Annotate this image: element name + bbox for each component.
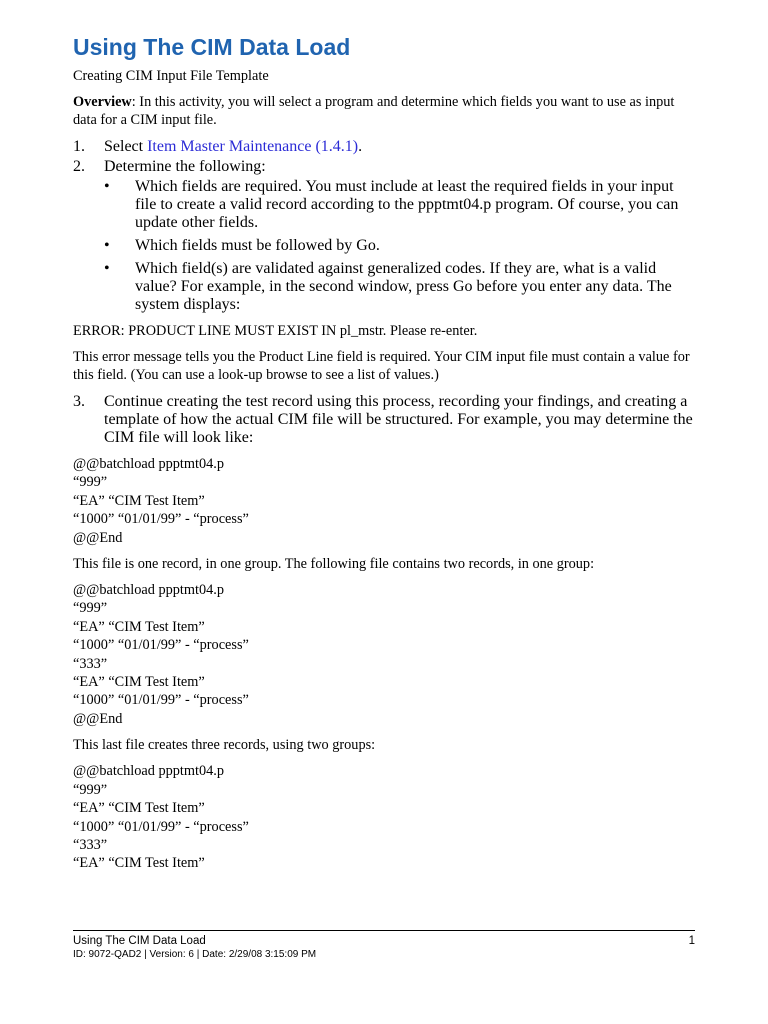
code-line: “EA” “CIM Test Item” [73, 618, 205, 635]
step-2-text: Determine the following: [104, 158, 266, 175]
footer-meta: ID: 9072-QAD2 | Version: 6 | Date: 2/29/08 3:15:09 PM [73, 949, 317, 960]
code-line: “1000” “01/01/99” - “process” [73, 637, 249, 654]
step-1-prefix: Select [104, 138, 148, 155]
bullet-icon: • [104, 237, 110, 254]
step-number: 3. [73, 393, 85, 410]
footer-title: Using The CIM Data Load [73, 935, 206, 947]
error-explanation: This error message tells you the Product Line field is required. Your CIM input file must contain a value for this field. (You can use a look-up browse to see a list of values.) [73, 349, 690, 383]
list-item [73, 178, 695, 232]
code-line: @@batchload ppptmt04.p [73, 763, 225, 780]
code-explanation-1: This file is one record, in one group. The following file contains two records, in one group: [73, 556, 595, 573]
step-1 [73, 138, 695, 156]
bullet-icon: • [104, 178, 110, 195]
code-block-1 [73, 455, 695, 547]
code-line: “1000” “01/01/99” - “process” [73, 818, 249, 835]
list-item [73, 237, 695, 255]
code-block-3 [73, 762, 695, 872]
code-line: “999” [73, 781, 108, 798]
page-number: 1 [688, 935, 695, 947]
step-1-suffix: . [358, 138, 363, 155]
step-2 [73, 158, 695, 176]
code-line: “1000” “01/01/99” - “process” [73, 692, 249, 709]
code-line: @@End [73, 529, 123, 546]
overview-paragraph [73, 93, 695, 129]
code-line: @@batchload ppptmt04.p [73, 582, 225, 599]
step-number: 1. [73, 138, 85, 155]
code-line: “999” [73, 600, 108, 617]
bullet-text: Which field(s) are validated against generalized codes. If they are, what is a valid value? For example, in the second window, press Go before you enter any data. The system displays: [135, 260, 672, 313]
page-title: Using The CIM Data Load [73, 34, 351, 60]
code-line: “1000” “01/01/99” - “process” [73, 511, 249, 528]
code-line: @@End [73, 710, 123, 727]
step-3-text: Continue creating the test record using this process, recording your findings, and creating a template of how the actual CIM file will be structured. For example, you may determine the CIM file will look like: [104, 393, 693, 446]
code-block-2 [73, 581, 695, 728]
item-master-maintenance-link[interactable]: Item Master Maintenance (1.4.1) [147, 138, 359, 155]
code-line: “333” [73, 655, 108, 672]
code-explanation-2: This last file creates three records, using two groups: [73, 737, 376, 754]
overview-label: Overview [73, 94, 132, 110]
code-line: “333” [73, 836, 108, 853]
page-footer [73, 930, 695, 961]
bullet-icon: • [104, 260, 110, 277]
page-subtitle: Creating CIM Input File Template [73, 68, 269, 84]
requirements-list [73, 178, 695, 314]
step-3 [73, 393, 695, 447]
code-line: “EA” “CIM Test Item” [73, 800, 205, 817]
bullet-text: Which fields must be followed by Go. [135, 237, 380, 254]
list-item [73, 260, 695, 314]
code-line: “EA” “CIM Test Item” [73, 674, 205, 691]
step-number: 2. [73, 158, 85, 175]
code-line: “EA” “CIM Test Item” [73, 855, 205, 872]
code-line: “EA” “CIM Test Item” [73, 492, 205, 509]
error-message: ERROR: PRODUCT LINE MUST EXIST IN pl_mstr. Please re-enter. [73, 323, 478, 339]
code-line: “999” [73, 474, 108, 491]
bullet-text: Which fields are required. You must include at least the required fields in your input file to create a valid record according to the ppptmt04.p program. Of course, you can update other fields. [135, 178, 679, 231]
code-line: @@batchload ppptmt04.p [73, 456, 225, 472]
overview-text: : In this activity, you will select a program and determine which fields you want to use as input data for a CIM input file. [73, 94, 675, 128]
document-page [73, 32, 695, 873]
